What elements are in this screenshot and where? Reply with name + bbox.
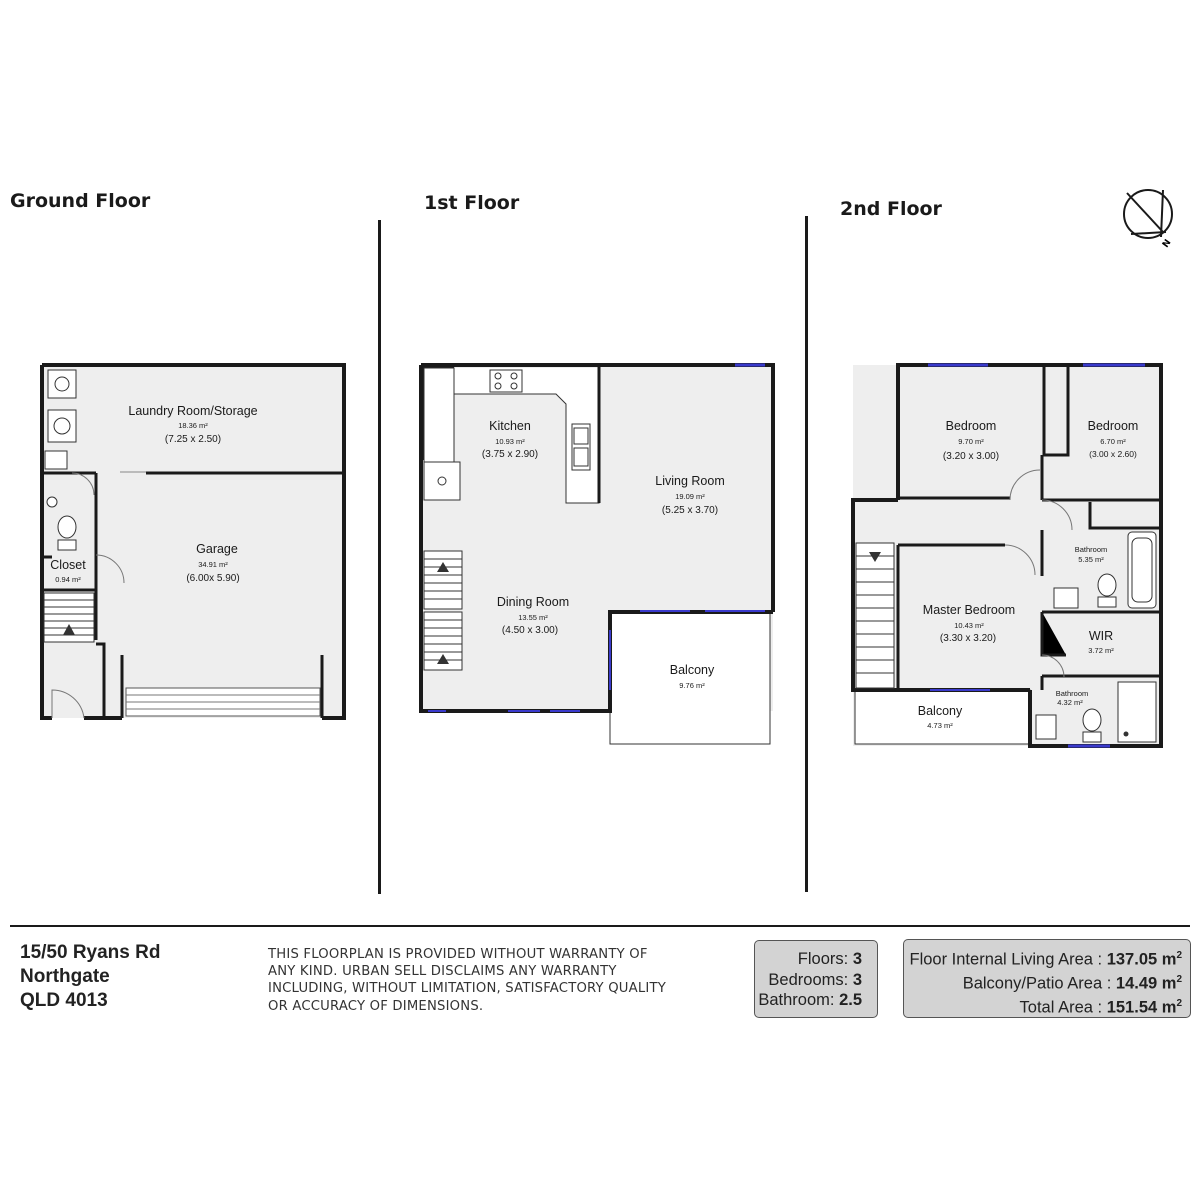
- floors-row: [755, 949, 862, 970]
- internal-area-value: 137.05 m: [1106, 950, 1177, 969]
- balcony-area-value: 14.49 m: [1115, 974, 1177, 993]
- total-area-value: 151.54 m: [1106, 998, 1177, 1017]
- bedrooms-label: Bedrooms:: [768, 970, 849, 989]
- room-name-master-bedroom: Master Bedroom: [922, 603, 1016, 617]
- room-name-laundry: Laundry Room/Storage: [128, 404, 258, 418]
- bedrooms-value: 3: [852, 970, 862, 989]
- room-area-laundry: 18.36 m²: [178, 421, 208, 430]
- room-dims-bedroom-1: (3.20 x 3.00): [942, 451, 1000, 462]
- room-area-master-bedroom: 10.43 m²: [954, 621, 984, 630]
- disclaimer-text: THIS FLOORPLAN IS PROVIDED WITHOUT WARRANTY OF ANY KIND. URBAN SELL DISCLAIMS ANY WARRANTY INCLUDING, WITHOUT LIMITATION, SATISFACTORY QUALITY OR ACCURACY OF DIMENSIONS.: [268, 947, 667, 1014]
- room-dims-laundry: (7.25 x 2.50): [164, 434, 222, 445]
- room-area-balcony-1: 9.76 m²: [679, 681, 705, 690]
- room-name-wir: WIR: [1088, 629, 1114, 643]
- room-name-bedroom-2: Bedroom: [1087, 419, 1139, 433]
- north-compass-icon: [1124, 190, 1174, 250]
- total-area-row: [904, 994, 1182, 1018]
- internal-area-label: Floor Internal Living Area :: [909, 950, 1103, 969]
- room-dims-dining: (4.50 x 3.00): [501, 625, 559, 636]
- room-name-garage: Garage: [196, 542, 238, 556]
- room-name-dining: Dining Room: [496, 595, 570, 609]
- first-floor-title: 1st Floor: [424, 192, 520, 214]
- property-summary-box: [754, 940, 878, 1018]
- first-floor-plan: [421, 365, 773, 744]
- balcony-area-label: Balcony/Patio Area :: [962, 974, 1112, 993]
- room-area-bathroom-1: 5.35 m²: [1078, 555, 1104, 564]
- room-name-balcony-1: Balcony: [669, 663, 715, 677]
- second-floor-title: 2nd Floor: [840, 198, 942, 220]
- room-dims-bedroom-2: (3.00 x 2.60): [1089, 449, 1137, 459]
- room-area-wir: 3.72 m²: [1088, 646, 1114, 655]
- compass-label: N: [1161, 237, 1174, 250]
- room-area-bathroom-2: 4.32 m²: [1057, 698, 1083, 707]
- room-name-kitchen: Kitchen: [489, 419, 531, 433]
- address-line-3: QLD 4013: [20, 990, 108, 1011]
- room-name-living: Living Room: [655, 474, 725, 488]
- room-name-bathroom-1: Bathroom: [1074, 545, 1108, 554]
- room-name-balcony-2: Balcony: [917, 704, 963, 718]
- room-name-closet: Closet: [50, 558, 86, 572]
- bathrooms-label: Bathroom:: [758, 991, 835, 1009]
- total-area-label: Total Area :: [1019, 998, 1103, 1017]
- floors-label: Floors:: [797, 950, 849, 968]
- room-dims-garage: (6.00x 5.90): [186, 573, 240, 584]
- unit-power: 2: [1176, 998, 1182, 1009]
- bathrooms-row: [755, 990, 862, 1011]
- room-area-dining: 13.55 m²: [518, 613, 548, 622]
- room-name-bathroom-2: Bathroom: [1055, 689, 1089, 698]
- room-area-living: 19.09 m²: [675, 492, 705, 501]
- unit-power: 2: [1176, 950, 1182, 961]
- floors-value: 3: [852, 950, 862, 968]
- room-dims-living: (5.25 x 3.70): [661, 505, 719, 516]
- room-area-kitchen: 10.93 m²: [495, 437, 525, 446]
- internal-area-row: [904, 946, 1182, 970]
- balcony-area-row: [904, 970, 1182, 994]
- room-area-garage: 34.91 m²: [198, 560, 228, 569]
- room-dims-master-bedroom: (3.30 x 3.20): [939, 633, 997, 644]
- bathrooms-value: 2.5: [839, 991, 862, 1009]
- room-area-bedroom-1: 9.70 m²: [958, 437, 984, 446]
- room-area-closet: 0.94 m²: [55, 575, 81, 584]
- unit-power: 2: [1176, 974, 1182, 985]
- address-line-2: Northgate: [20, 966, 110, 987]
- room-area-bedroom-2: 6.70 m²: [1100, 437, 1126, 446]
- area-summary-box: [903, 939, 1191, 1018]
- room-dims-kitchen: (3.75 x 2.90): [481, 449, 539, 460]
- address-line-1: 15/50 Ryans Rd: [20, 942, 161, 963]
- ground-floor-title: Ground Floor: [10, 190, 151, 212]
- bedrooms-row: [755, 970, 862, 991]
- property-address: [20, 941, 160, 1013]
- room-name-bedroom-1: Bedroom: [945, 419, 997, 433]
- room-area-balcony-2: 4.73 m²: [927, 721, 953, 730]
